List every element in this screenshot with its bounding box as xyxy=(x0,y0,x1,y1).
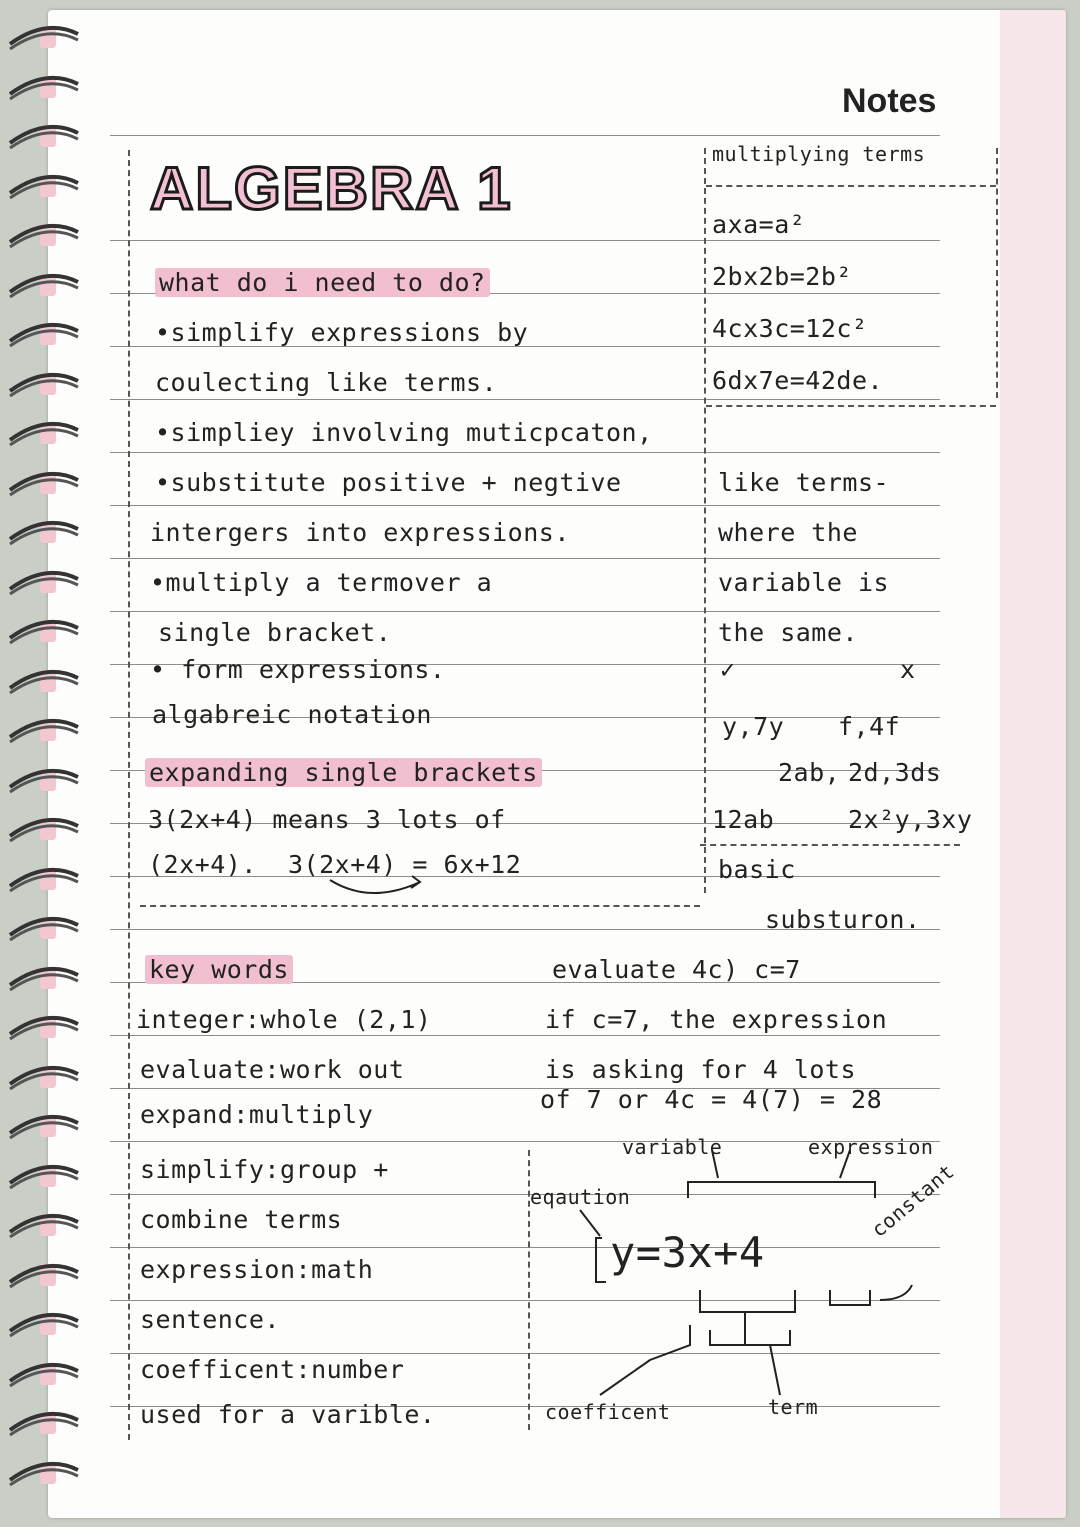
key-word: combine terms xyxy=(140,1205,343,1234)
key-word: expand:multiply xyxy=(140,1100,374,1129)
note-line: coulecting like terms. xyxy=(155,368,498,397)
unlike-example: f,4f xyxy=(838,712,901,741)
key-word: simplify:group + xyxy=(140,1155,389,1184)
multiply-row: axa=a² xyxy=(712,210,806,239)
like-terms-line: like terms- xyxy=(718,468,890,497)
expanding-example: 3(2x+4) = 6x+12 xyxy=(288,850,522,879)
like-example: 2ab, xyxy=(778,758,841,787)
expanding-heading: expanding single brackets xyxy=(145,758,542,787)
multiplying-heading: multiplying terms xyxy=(712,142,926,166)
term-label: term xyxy=(768,1395,819,1419)
constant-label: constant xyxy=(866,1159,959,1242)
equation-formula: y=3x+4 xyxy=(610,1228,765,1277)
like-terms-line: the same. xyxy=(718,618,858,647)
key-word: expression:math xyxy=(140,1255,374,1284)
key-word: coefficent:number xyxy=(140,1355,405,1384)
multiply-row: 4cx3c=12c² xyxy=(712,314,868,343)
note-line: intergers into expressions. xyxy=(150,518,570,547)
unlike-example: 2x²y,3xy xyxy=(848,805,973,834)
evaluate-line: if c=7, the expression xyxy=(545,1005,888,1034)
key-word: used for a varible. xyxy=(140,1400,436,1429)
like-terms-line: variable is xyxy=(718,568,890,597)
like-terms-line: where the xyxy=(718,518,858,547)
equation-label: eqaution xyxy=(530,1185,631,1209)
question-heading: what do i need to do? xyxy=(155,268,490,297)
key-words-heading: key words xyxy=(145,955,293,984)
coefficient-label: coefficent xyxy=(545,1400,671,1424)
note-line: algabreic notation xyxy=(152,700,432,729)
expression-label: expression xyxy=(808,1135,934,1159)
unlike-example: 2d,3ds xyxy=(848,758,942,787)
multiply-row: 2bx2b=2b² xyxy=(712,262,852,291)
note-line: •simpliey involving muticpcaton, xyxy=(155,418,653,447)
expanding-line: (2x+4). xyxy=(148,850,257,879)
page-title: ALGEBRA 1 xyxy=(150,155,513,222)
key-word: integer:whole (2,1) xyxy=(136,1005,432,1034)
evaluate-line: of 7 or 4c = 4(7) = 28 xyxy=(540,1085,883,1114)
variable-label: variable xyxy=(622,1135,723,1159)
like-example: y,7y xyxy=(722,712,785,741)
cross-mark: x xyxy=(900,655,916,684)
note-line: •substitute positive + negtive xyxy=(155,468,622,497)
tick-mark: ✓ xyxy=(720,655,736,684)
note-line: • form expressions. xyxy=(150,655,446,684)
evaluate-line: is asking for 4 lots xyxy=(545,1055,857,1084)
evaluate-line: evaluate 4c) c=7 xyxy=(552,955,801,984)
substitution-heading: substuron. xyxy=(765,905,921,934)
basic-label: basic xyxy=(718,855,796,884)
key-word: evaluate:work out xyxy=(140,1055,405,1084)
note-line: single bracket. xyxy=(158,618,392,647)
like-example: 12ab xyxy=(712,805,775,834)
multiply-row: 6dx7e=42de. xyxy=(712,366,884,395)
note-line: •multiply a termover a xyxy=(150,568,493,597)
key-word: sentence. xyxy=(140,1305,280,1334)
expanding-line: 3(2x+4) means 3 lots of xyxy=(148,805,506,834)
notes-label: Notes xyxy=(842,82,937,120)
note-line: •simplify expressions by xyxy=(155,318,529,347)
